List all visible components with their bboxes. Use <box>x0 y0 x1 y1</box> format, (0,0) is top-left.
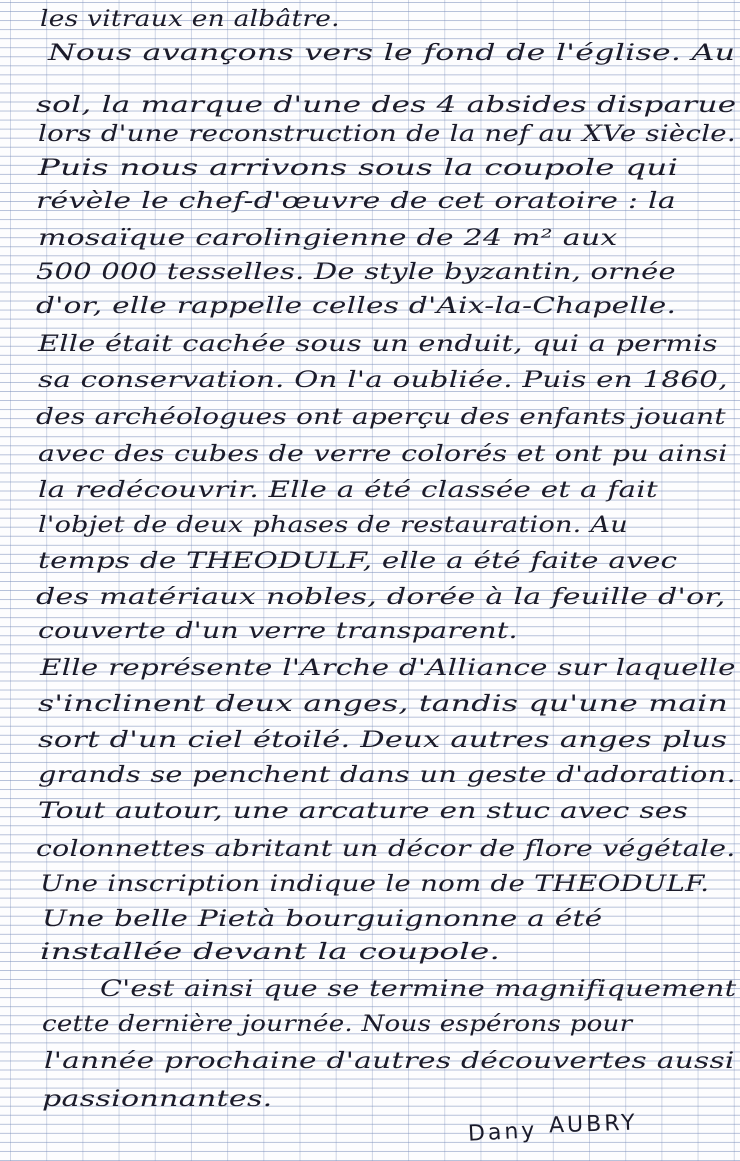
handwritten-line: installée devant la coupole. <box>40 939 501 965</box>
handwritten-line: Une belle Pietà bourguignonne a été <box>42 906 603 932</box>
handwritten-line: Elle représente l'Arche d'Alliance sur laquelle <box>40 655 736 681</box>
handwritten-line: Puis nous arrivons sous la coupole qui <box>38 155 679 181</box>
handwritten-line: 500 000 tesselles. De style byzantin, ornée <box>36 259 676 285</box>
handwritten-line: sol, la marque d'une des 4 absides disparue <box>36 92 737 118</box>
handwritten-line: l'année prochaine d'autres découvertes aussi <box>44 1048 735 1074</box>
handwritten-line: d'or, elle rappelle celles d'Aix-la-Chapelle. <box>36 293 677 319</box>
handwritten-line: mosaïque carolingienne de 24 m² aux <box>38 225 618 251</box>
handwritten-line: grands se penchent dans un geste d'adoration. <box>38 762 736 788</box>
handwritten-line: sort d'un ciel étoilé. Deux autres anges plus <box>38 727 728 753</box>
signature-first-name: Dany <box>467 1118 538 1147</box>
handwritten-line: avec des cubes de verre colorés et ont pu ainsi <box>38 441 728 467</box>
handwritten-line: colonnettes abritant un décor de flore végétale. <box>36 836 736 862</box>
handwritten-line: C'est ainsi que se termine magnifiquement <box>100 976 737 1002</box>
handwritten-line: s'inclinent deux anges, tandis qu'une main <box>38 691 729 717</box>
signature <box>467 1110 639 1153</box>
signature-last-name: AUBRY <box>548 1110 639 1139</box>
handwritten-line: temps de THEODULF, elle a été faite avec <box>38 548 678 574</box>
handwritten-line: couverte d'un verre transparent. <box>38 618 518 644</box>
handwritten-line: Une inscription indique le nom de THEODULF. <box>40 871 710 897</box>
handwritten-line: passionnantes. <box>42 1086 273 1112</box>
handwritten-line: sa conservation. On l'a oubliée. Puis en 1860, <box>38 367 728 393</box>
handwritten-line: révèle le chef-d'œuvre de cet oratoire : la <box>36 188 676 214</box>
handwritten-line: la redécouvrir. Elle a été classée et a fait <box>38 477 658 503</box>
handwritten-line: l'objet de deux phases de restauration. Au <box>38 512 628 538</box>
handwritten-line: cette dernière journée. Nous espérons pour <box>42 1011 633 1037</box>
handwritten-line: des matériaux nobles, dorée à la feuille d'or, <box>36 584 726 610</box>
handwritten-line: Tout autour, une arcature en stuc avec ses <box>38 798 689 824</box>
handwritten-line: lors d'une reconstruction de la nef au XVe siècle. <box>38 121 736 147</box>
handwritten-line: Nous avançons vers le fond de l'église. Au <box>48 40 736 66</box>
handwritten-line: les vitraux en albâtre. <box>40 6 340 32</box>
handwritten-line: Elle était cachée sous un enduit, qui a permis <box>38 331 718 357</box>
handwritten-line: des archéologues ont aperçu des enfants jouant <box>36 404 726 430</box>
